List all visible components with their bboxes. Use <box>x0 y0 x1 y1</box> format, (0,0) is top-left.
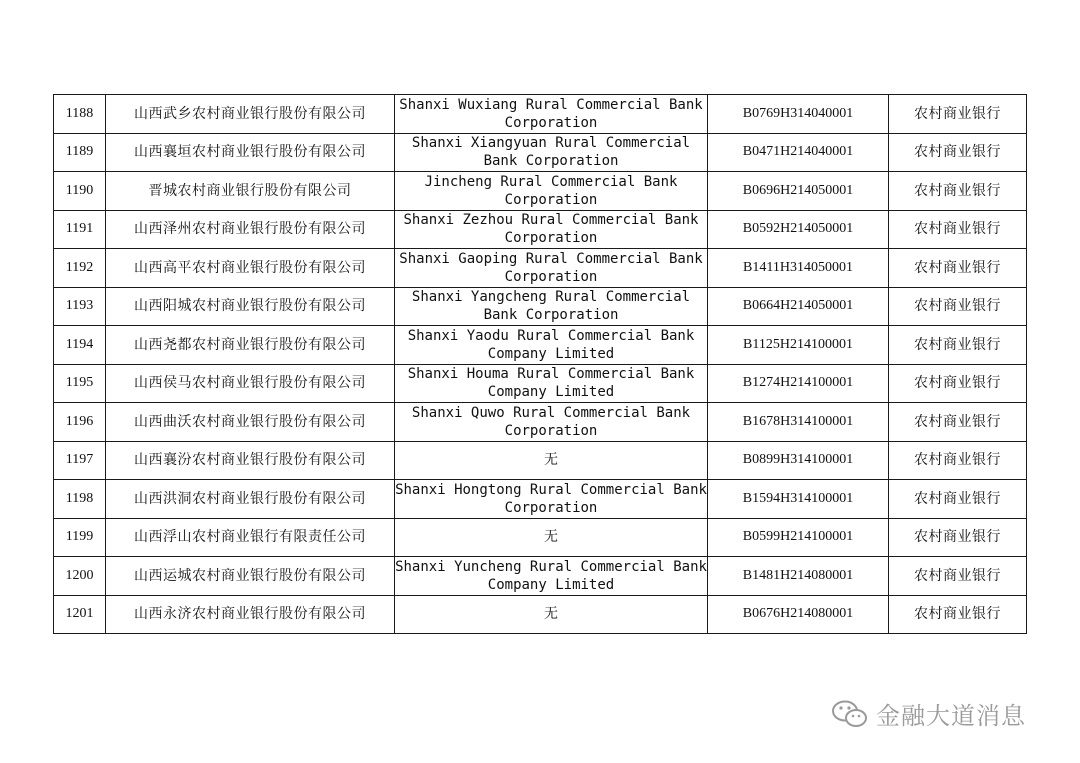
english-name-cell: Shanxi Xiangyuan Rural Commercial Bank Corporation <box>395 133 708 172</box>
institution-code-cell: B0664H214050001 <box>708 287 889 326</box>
table-row <box>54 172 1027 211</box>
institution-code-cell: B1678H314100001 <box>708 403 889 442</box>
chinese-name-cell: 山西阳城农村商业银行股份有限公司 <box>106 287 395 326</box>
row-number: 1201 <box>54 595 106 634</box>
row-number: 1197 <box>54 441 106 480</box>
institution-code-cell: B0769H314040001 <box>708 95 889 134</box>
table-row <box>54 95 1027 134</box>
english-name-cell: Shanxi Houma Rural Commercial Bank Company Limited <box>395 364 708 403</box>
chinese-name-cell: 山西洪洞农村商业银行股份有限公司 <box>106 480 395 519</box>
institution-code-cell: B1481H214080001 <box>708 557 889 596</box>
row-number: 1199 <box>54 518 106 557</box>
english-name-cell: Shanxi Zezhou Rural Commercial Bank Corporation <box>395 210 708 249</box>
english-name-cell: Shanxi Yaodu Rural Commercial Bank Company Limited <box>395 326 708 365</box>
row-number: 1188 <box>54 95 106 134</box>
english-name-cell: Shanxi Yuncheng Rural Commercial Bank Company Limited <box>395 557 708 596</box>
table-row <box>54 287 1027 326</box>
institution-code-cell: B1411H314050001 <box>708 249 889 288</box>
chinese-name-cell: 山西尧都农村商业银行股份有限公司 <box>106 326 395 365</box>
institution-code-cell: B0471H214040001 <box>708 133 889 172</box>
english-name-cell: Shanxi Gaoping Rural Commercial Bank Corporation <box>395 249 708 288</box>
row-number: 1190 <box>54 172 106 211</box>
chinese-name-cell: 山西运城农村商业银行股份有限公司 <box>106 557 395 596</box>
table-row <box>54 364 1027 403</box>
english-name-cell: Shanxi Hongtong Rural Commercial Bank Corporation <box>395 480 708 519</box>
table-row <box>54 518 1027 557</box>
english-name-cell: Shanxi Yangcheng Rural Commercial Bank Corporation <box>395 287 708 326</box>
institution-type-cell: 农村商业银行 <box>889 480 1027 519</box>
institution-type-cell: 农村商业银行 <box>889 403 1027 442</box>
row-number: 1191 <box>54 210 106 249</box>
chinese-name-cell: 山西襄汾农村商业银行股份有限公司 <box>106 441 395 480</box>
institution-type-cell: 农村商业银行 <box>889 249 1027 288</box>
institution-type-cell: 农村商业银行 <box>889 287 1027 326</box>
table-row <box>54 326 1027 365</box>
chinese-name-cell: 山西高平农村商业银行股份有限公司 <box>106 249 395 288</box>
institution-type-cell: 农村商业银行 <box>889 557 1027 596</box>
table-row <box>54 133 1027 172</box>
institution-type-cell: 农村商业银行 <box>889 133 1027 172</box>
table-row <box>54 210 1027 249</box>
row-number: 1193 <box>54 287 106 326</box>
english-name-cell: Shanxi Wuxiang Rural Commercial Bank Corporation <box>395 95 708 134</box>
institution-code-cell: B0676H214080001 <box>708 595 889 634</box>
institution-code-cell: B0696H214050001 <box>708 172 889 211</box>
row-number: 1194 <box>54 326 106 365</box>
chinese-name-cell: 山西侯马农村商业银行股份有限公司 <box>106 364 395 403</box>
wechat-icon <box>830 699 870 729</box>
english-name-cell: Shanxi Quwo Rural Commercial Bank Corporation <box>395 403 708 442</box>
table-row <box>54 249 1027 288</box>
institution-code-cell: B0592H214050001 <box>708 210 889 249</box>
institution-type-cell: 农村商业银行 <box>889 595 1027 634</box>
chinese-name-cell: 山西浮山农村商业银行有限责任公司 <box>106 518 395 557</box>
institution-type-cell: 农村商业银行 <box>889 210 1027 249</box>
english-name-cell: 无 <box>395 441 708 480</box>
chinese-name-cell: 晋城农村商业银行股份有限公司 <box>106 172 395 211</box>
table-row <box>54 441 1027 480</box>
row-number: 1189 <box>54 133 106 172</box>
institution-code-cell: B1594H314100001 <box>708 480 889 519</box>
table-row <box>54 557 1027 596</box>
english-name-cell: 无 <box>395 518 708 557</box>
watermark-text: 金融大道消息 <box>876 702 1026 730</box>
row-number: 1196 <box>54 403 106 442</box>
table-body <box>54 95 1027 634</box>
row-number: 1192 <box>54 249 106 288</box>
english-name-cell: 无 <box>395 595 708 634</box>
institution-type-cell: 农村商业银行 <box>889 95 1027 134</box>
institution-type-cell: 农村商业银行 <box>889 172 1027 211</box>
row-number: 1195 <box>54 364 106 403</box>
chinese-name-cell: 山西泽州农村商业银行股份有限公司 <box>106 210 395 249</box>
institution-code-cell: B0899H314100001 <box>708 441 889 480</box>
institution-type-cell: 农村商业银行 <box>889 326 1027 365</box>
institution-type-cell: 农村商业银行 <box>889 441 1027 480</box>
institution-code-cell: B0599H214100001 <box>708 518 889 557</box>
chinese-name-cell: 山西襄垣农村商业银行股份有限公司 <box>106 133 395 172</box>
institution-type-cell: 农村商业银行 <box>889 518 1027 557</box>
english-name-cell: Jincheng Rural Commercial Bank Corporation <box>395 172 708 211</box>
table-row <box>54 480 1027 519</box>
institution-code-cell: B1125H214100001 <box>708 326 889 365</box>
watermark <box>830 696 1026 731</box>
row-number: 1198 <box>54 480 106 519</box>
table-row <box>54 403 1027 442</box>
chinese-name-cell: 山西永济农村商业银行股份有限公司 <box>106 595 395 634</box>
chinese-name-cell: 山西曲沃农村商业银行股份有限公司 <box>106 403 395 442</box>
chinese-name-cell: 山西武乡农村商业银行股份有限公司 <box>106 95 395 134</box>
row-number: 1200 <box>54 557 106 596</box>
institution-code-cell: B1274H214100001 <box>708 364 889 403</box>
table-row <box>54 595 1027 634</box>
bank-registry-table <box>53 94 1027 634</box>
institution-type-cell: 农村商业银行 <box>889 364 1027 403</box>
